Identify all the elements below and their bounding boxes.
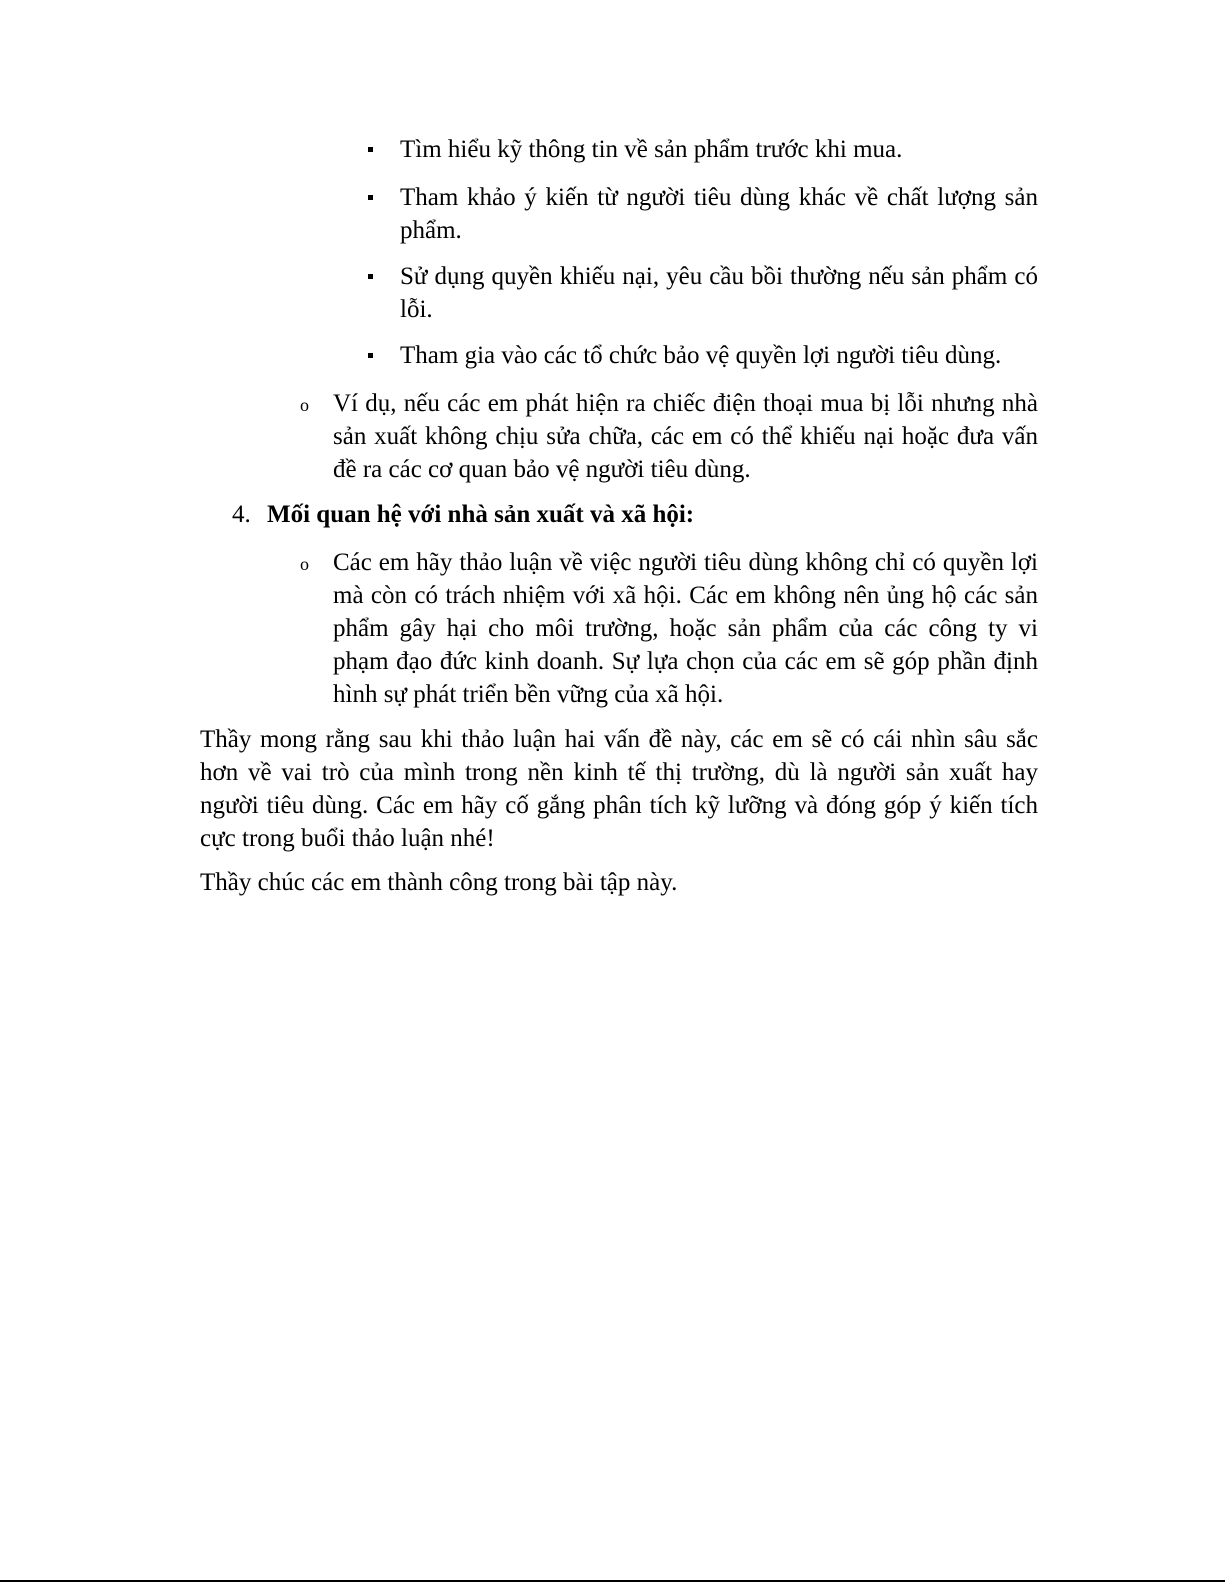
section-number: 4. <box>232 501 251 528</box>
square-bullet-icon <box>368 147 373 152</box>
list-item <box>300 387 1038 486</box>
circle-bullet-icon: o <box>300 395 309 415</box>
tip-text: Sử dụng quyền khiếu nại, yêu cầu bồi thường nếu sản phẩm có lỗi. <box>400 263 1038 323</box>
square-bullet-icon <box>368 353 373 358</box>
section-heading <box>232 498 1038 531</box>
square-bullet-icon <box>368 195 373 200</box>
section-bullet-text: Các em hãy thảo luận về việc người tiêu dùng không chỉ có quyền lợi mà còn có trách nhiệm với xã hội. Các em không nên ủng hộ các sản phẩm gây hại cho môi trường, hoặc sản phẩm của các công ty vi phạm đạo đức kinh doanh. Sự lựa chọn của các em sẽ góp phần định hình sự phát triển bền vững của xã hội. <box>333 549 1038 708</box>
closing-paragraph: Thầy mong rằng sau khi thảo luận hai vấn đề này, các em sẽ có cái nhìn sâu sắc hơn về vai trò của mình trong nền kinh tế thị trường, dù là người sản xuất hay người tiêu dùng. Các em hãy cố gắng phân tích kỹ lưỡng và đóng góp ý kiến tích cực trong buổi thảo luận nhé! <box>200 726 1038 852</box>
list-item <box>368 339 1038 372</box>
section-title: Mối quan hệ với nhà sản xuất và xã hội: <box>267 501 695 528</box>
tip-text: Tìm hiểu kỹ thông tin về sản phẩm trước khi mua. <box>400 136 903 163</box>
page-bottom-rule <box>0 1580 1225 1582</box>
list-item <box>368 133 1038 166</box>
example-text: Ví dụ, nếu các em phát hiện ra chiếc điện thoại mua bị lỗi nhưng nhà sản xuất không chịu sửa chữa, các em có thể khiếu nại hoặc đưa vấn đề ra các cơ quan bảo vệ người tiêu dùng. <box>333 390 1038 483</box>
wish-paragraph: Thầy chúc các em thành công trong bài tập này. <box>200 869 678 896</box>
list-item <box>368 181 1038 247</box>
list-item <box>300 546 1038 711</box>
square-bullet-icon <box>368 274 373 279</box>
tip-text: Tham khảo ý kiến từ người tiêu dùng khác về chất lượng sản phẩm. <box>400 184 1038 244</box>
circle-bullet-icon: o <box>300 554 309 574</box>
list-item <box>368 260 1038 326</box>
tip-text: Tham gia vào các tổ chức bảo vệ quyền lợi người tiêu dùng. <box>400 342 1002 369</box>
